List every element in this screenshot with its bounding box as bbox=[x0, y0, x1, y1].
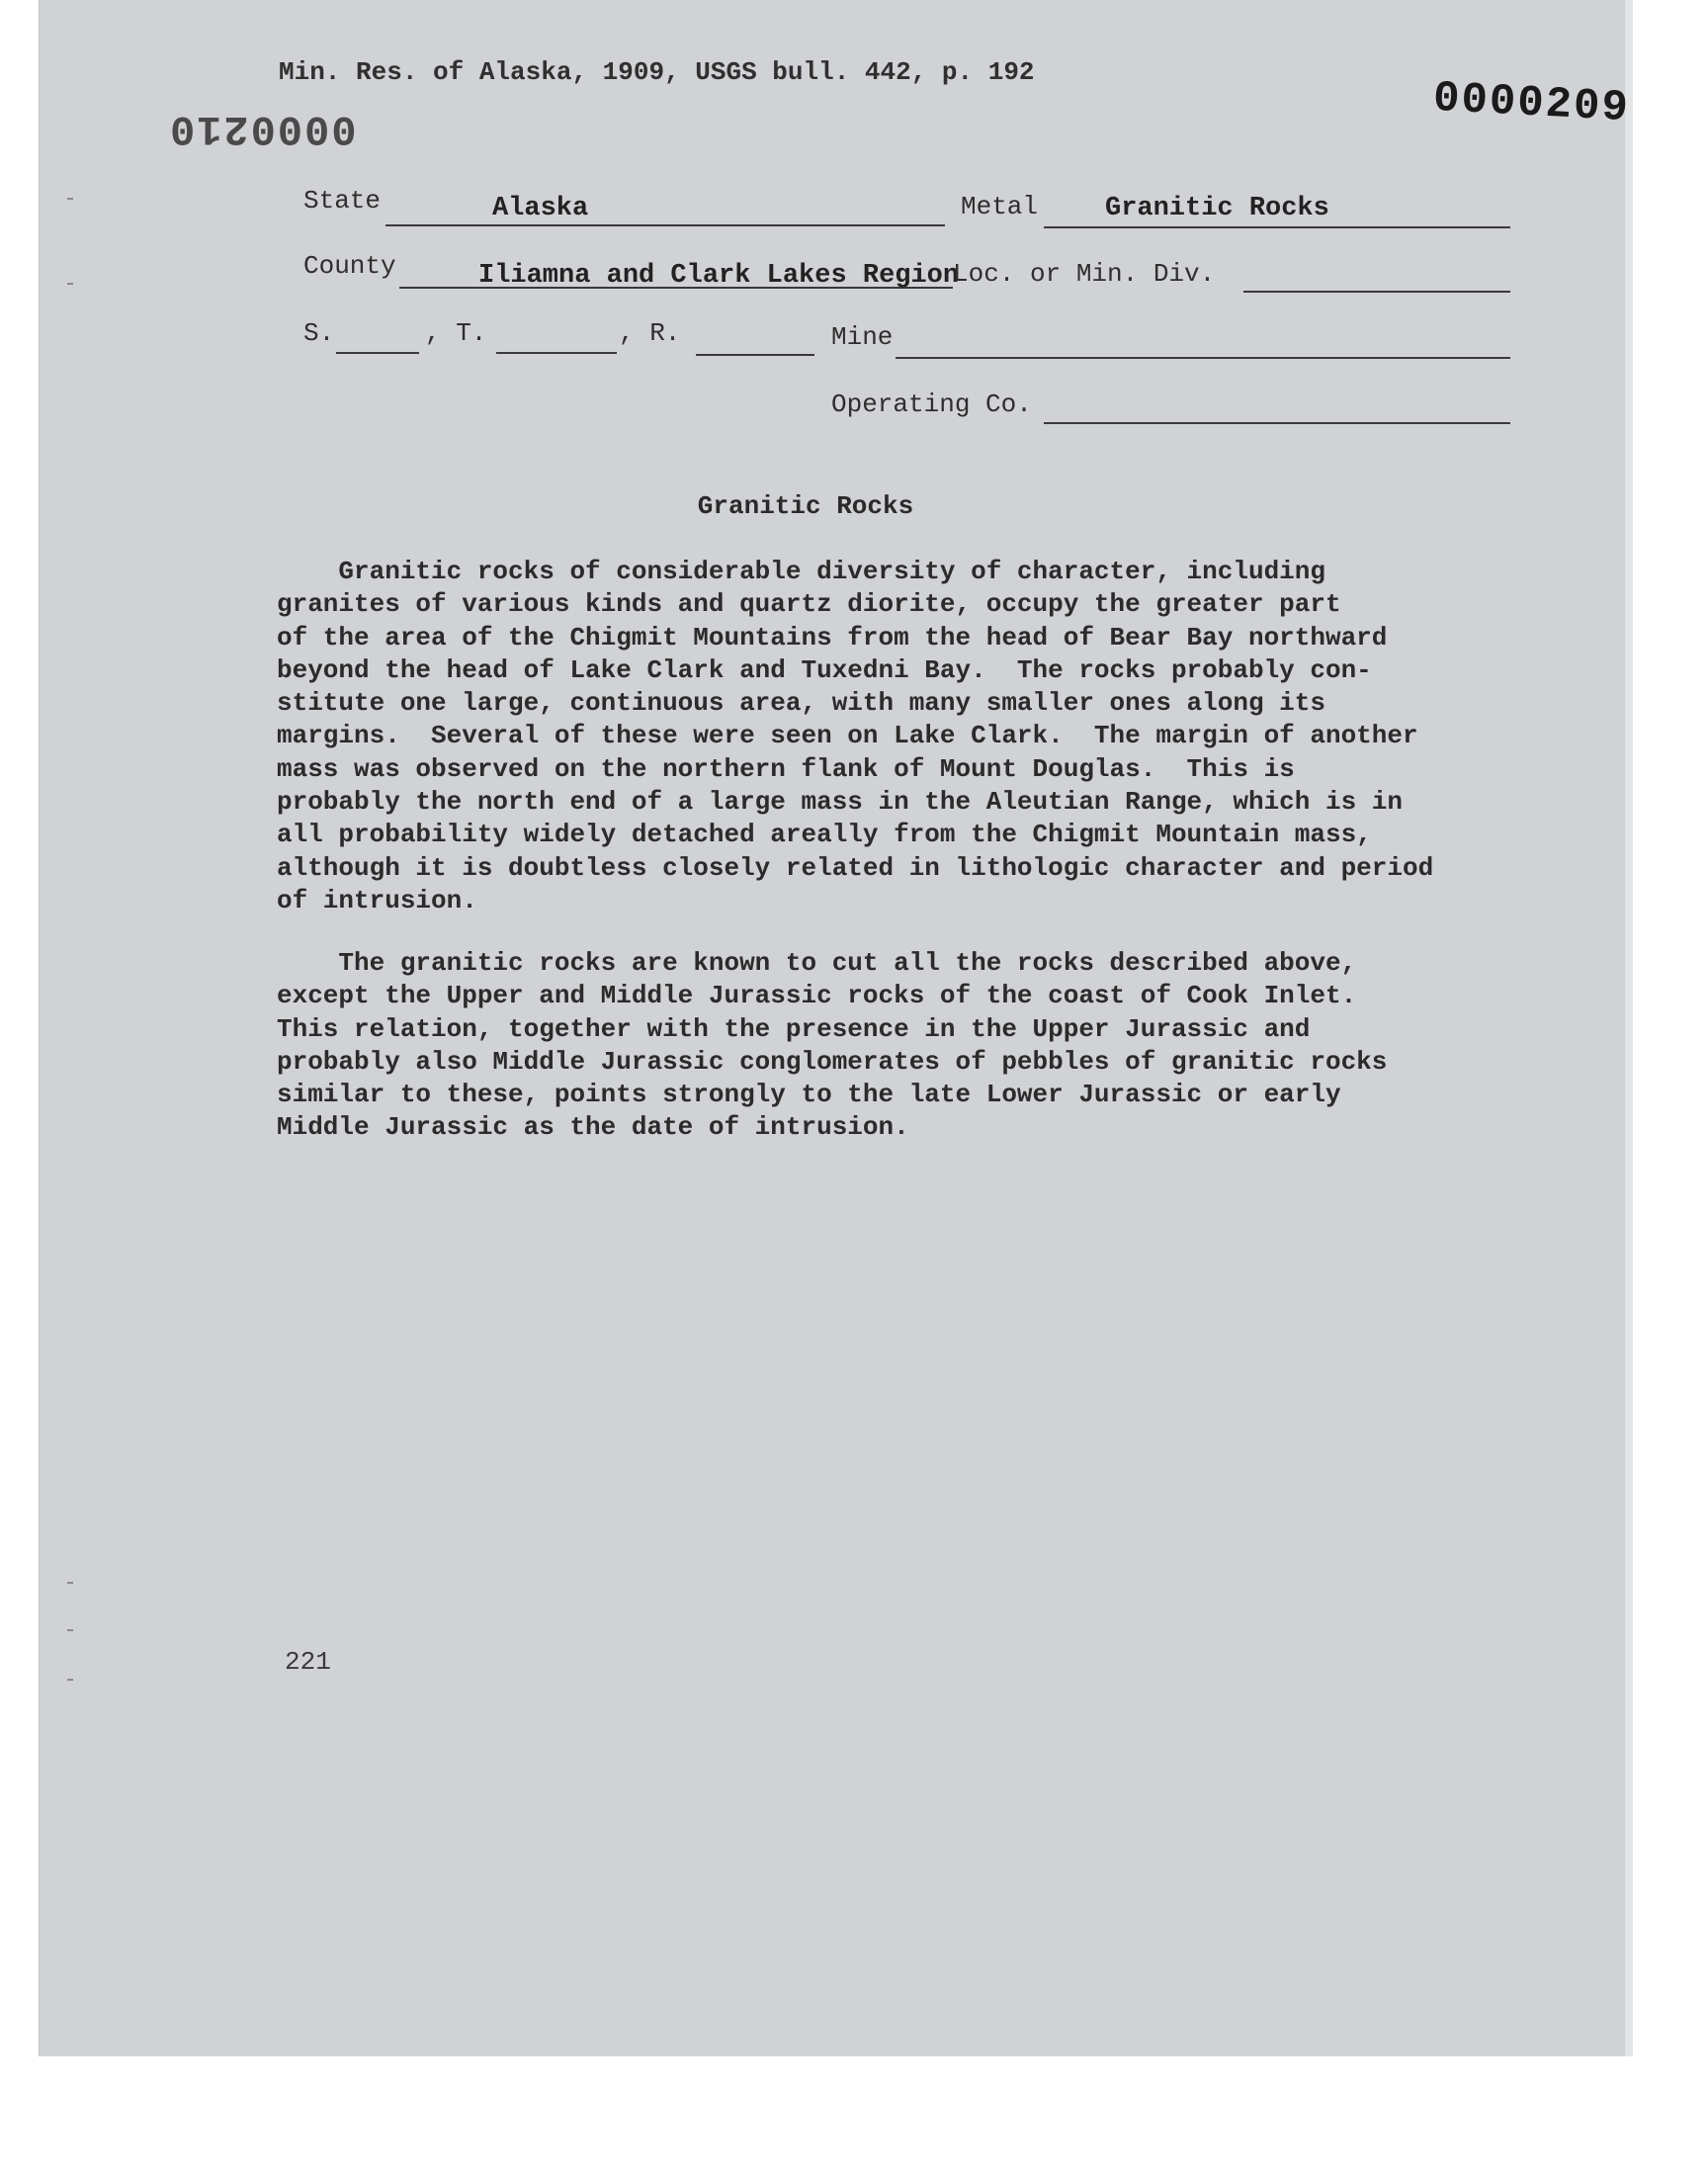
text-line: beyond the head of Lake Clark and Tuxedni Bay. The rocks probably con- bbox=[277, 654, 1372, 685]
section-label: S. bbox=[303, 318, 335, 348]
paragraph-1 bbox=[277, 556, 1542, 917]
margin-mark bbox=[67, 1582, 73, 1584]
township-line bbox=[496, 352, 617, 354]
paper-strip bbox=[0, 2056, 1708, 2096]
township-label: , T. bbox=[425, 318, 487, 348]
paragraph-2 bbox=[277, 947, 1542, 1145]
text-line: Middle Jurassic as the date of intrusion. bbox=[277, 1112, 909, 1143]
stamp-number-left: 0000210 bbox=[168, 105, 357, 152]
source-citation-header: Min. Res. of Alaska, 1909, USGS bull. 442, p. 192 bbox=[279, 57, 1035, 87]
section-title: Granitic Rocks bbox=[697, 491, 914, 521]
loc-label: Loc. or Min. Div. bbox=[953, 259, 1216, 289]
text-line: granites of various kinds and quartz diorite, occupy the greater part bbox=[277, 589, 1341, 620]
margin-mark bbox=[67, 1679, 73, 1681]
state-line bbox=[385, 224, 945, 226]
text-line: although it is doubtless closely related in lithologic character and period bbox=[277, 852, 1434, 883]
text-line: similar to these, points strongly to the late Lower Jurassic or early bbox=[277, 1080, 1341, 1110]
stamp-number-right: 0000209 bbox=[1431, 73, 1632, 134]
text-line: of the area of the Chigmit Mountains from the head of Bear Bay northward bbox=[277, 622, 1388, 652]
text-line: probably also Middle Jurassic conglomerates of pebbles of granitic rocks bbox=[277, 1046, 1388, 1077]
sheet-edge bbox=[1625, 0, 1633, 2056]
text-line: of intrusion. bbox=[277, 885, 477, 915]
metal-line bbox=[1044, 226, 1510, 228]
range-line bbox=[696, 354, 814, 356]
section-line bbox=[336, 352, 419, 354]
state-label: State bbox=[303, 186, 382, 216]
text-line: probably the north end of a large mass in the Aleutian Range, which is in bbox=[277, 787, 1403, 818]
county-label: County bbox=[303, 251, 396, 281]
page-number: 221 bbox=[285, 1647, 331, 1677]
metal-value: Granitic Rocks bbox=[1105, 194, 1329, 223]
margin-mark bbox=[67, 283, 73, 285]
loc-line bbox=[1243, 291, 1510, 293]
text-line: margins. Several of these were seen on Lake Clark. The margin of another bbox=[277, 721, 1418, 751]
text-line: Granitic rocks of considerable diversity of character, including bbox=[277, 557, 1325, 586]
range-label: , R. bbox=[619, 318, 681, 348]
margin-mark bbox=[67, 198, 73, 200]
text-line: The granitic rocks are known to cut all the rocks described above, bbox=[277, 948, 1357, 978]
text-line: stitute one large, continuous area, with many smaller ones along its bbox=[277, 688, 1325, 719]
margin-mark bbox=[67, 1629, 73, 1631]
metal-label: Metal bbox=[961, 192, 1039, 221]
text-line: except the Upper and Middle Jurassic rocks of the coast of Cook Inlet. bbox=[277, 981, 1357, 1011]
mine-line bbox=[896, 357, 1510, 359]
operating-co-label: Operating Co. bbox=[831, 390, 1032, 419]
text-line: This relation, together with the presence in the Upper Jurassic and bbox=[277, 1013, 1311, 1044]
mine-label: Mine bbox=[831, 322, 894, 352]
text-line: all probability widely detached areally from the Chigmit Mountain mass, bbox=[277, 820, 1372, 850]
county-value: Iliamna and Clark Lakes Region bbox=[478, 261, 960, 291]
state-value: Alaska bbox=[492, 194, 589, 223]
text-line: mass was observed on the northern flank of Mount Douglas. This is bbox=[277, 753, 1295, 784]
operating-co-line bbox=[1044, 422, 1510, 424]
